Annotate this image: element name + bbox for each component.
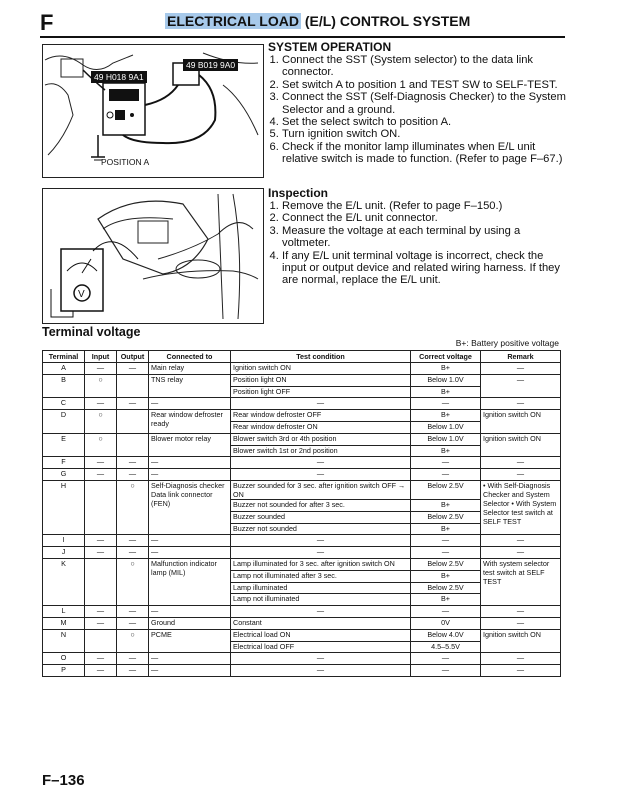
terminal-cell: L [43, 606, 85, 618]
operation-step: 2. Set switch A to position 1 and TEST SW to SELF-TEST. [282, 79, 568, 91]
test-condition-cell: Rear window defroster ON [231, 421, 411, 433]
remark-cell: Ignition switch ON [481, 629, 561, 653]
input-cell: — [85, 363, 117, 375]
input-cell: ○ [85, 410, 117, 434]
test-condition-cell: Blower switch 1st or 2nd position [231, 445, 411, 457]
page-number: F–136 [42, 772, 85, 789]
terminal-cell: P [43, 665, 85, 677]
correct-voltage-cell: B+ [411, 594, 481, 606]
terminal-cell: I [43, 535, 85, 547]
test-condition-cell: Lamp not illuminated after 3 sec. [231, 570, 411, 582]
input-cell: — [85, 653, 117, 665]
test-condition-cell: — [231, 606, 411, 618]
output-cell: — [117, 398, 149, 410]
remark-cell: — [481, 374, 561, 398]
operation-step: 1. Connect the SST (System selector) to the data link connector. [282, 54, 568, 79]
terminal-voltage-table [42, 350, 561, 677]
connected-to-cell: Malfunction indicator lamp (MIL) [149, 558, 231, 605]
inspection-step: 2. Connect the E/L unit connector. [282, 212, 568, 224]
remark-cell: — [481, 457, 561, 469]
test-condition-cell: Buzzer not sounded [231, 523, 411, 535]
output-cell: — [117, 457, 149, 469]
position-a-label: POSITION A [101, 157, 150, 167]
terminal-cell: F [43, 457, 85, 469]
input-cell: ○ [85, 433, 117, 457]
input-cell: — [85, 398, 117, 410]
test-condition-cell: Lamp illuminated [231, 582, 411, 594]
correct-voltage-cell: Below 1.0V [411, 421, 481, 433]
remark-cell: — [481, 665, 561, 677]
system-operation-heading: SYSTEM OPERATION [268, 40, 392, 54]
test-condition-cell: Position light ON [231, 374, 411, 386]
input-cell [85, 629, 117, 653]
correct-voltage-cell: 4.5–5.5V [411, 641, 481, 653]
checker-part-number-tag: 49 H018 9A1 [91, 71, 147, 83]
input-cell: — [85, 606, 117, 618]
connected-to-cell: Main relay [149, 363, 231, 375]
input-cell: — [85, 469, 117, 481]
terminal-cell: M [43, 617, 85, 629]
test-condition-cell: Position light OFF [231, 386, 411, 398]
remark-cell: — [481, 398, 561, 410]
column-header: Connected to [149, 351, 231, 363]
table-row [43, 665, 561, 677]
connected-to-cell: Ground [149, 617, 231, 629]
column-header: Correct voltage [411, 351, 481, 363]
correct-voltage-cell: B+ [411, 499, 481, 511]
input-cell: — [85, 547, 117, 559]
connected-to-cell: — [149, 469, 231, 481]
svg-text:V: V [78, 289, 85, 300]
test-condition-cell: Rear window defroster OFF [231, 410, 411, 422]
operation-step: 6. Check if the monitor lamp illuminates when E/L unit relative switch is made to function. (Refer to page F–67.) [282, 141, 568, 166]
remark-cell: — [481, 547, 561, 559]
table-header-row [43, 351, 561, 363]
terminal-cell: E [43, 433, 85, 457]
test-condition-cell: — [231, 653, 411, 665]
correct-voltage-cell: — [411, 547, 481, 559]
correct-voltage-cell: 0V [411, 617, 481, 629]
correct-voltage-cell: — [411, 469, 481, 481]
terminal-cell: K [43, 558, 85, 605]
connected-to-cell: — [149, 606, 231, 618]
test-condition-cell: Ignition switch ON [231, 363, 411, 375]
connected-to-cell: — [149, 547, 231, 559]
remark-cell: With system selector test switch at SELF TEST [481, 558, 561, 605]
correct-voltage-cell: — [411, 398, 481, 410]
test-condition-cell: — [231, 547, 411, 559]
correct-voltage-cell: B+ [411, 410, 481, 422]
test-condition-cell: — [231, 535, 411, 547]
section-letter: F [40, 10, 54, 35]
output-cell [117, 410, 149, 434]
output-cell: — [117, 469, 149, 481]
page-title-rest: (E/L) CONTROL SYSTEM [300, 13, 471, 29]
connected-to-cell: — [149, 653, 231, 665]
test-condition-cell: Buzzer not sounded for after 3 sec. [231, 499, 411, 511]
correct-voltage-cell: — [411, 665, 481, 677]
remark-cell: — [481, 535, 561, 547]
output-cell: — [117, 547, 149, 559]
voltmeter-drawing [43, 189, 263, 323]
test-condition-cell: Lamp illuminated for 3 sec. after ignition switch ON [231, 558, 411, 570]
output-cell [117, 374, 149, 398]
terminal-cell: C [43, 398, 85, 410]
table-row [43, 410, 561, 422]
correct-voltage-cell: B+ [411, 523, 481, 535]
page-title-highlight: ELECTRICAL LOAD [167, 13, 299, 29]
output-cell: — [117, 606, 149, 618]
battery-voltage-legend: B+: Battery positive voltage [455, 338, 559, 348]
correct-voltage-cell: Below 2.5V [411, 480, 481, 499]
test-condition-cell: Lamp not illuminated [231, 594, 411, 606]
connected-to-cell: Self-Diagnosis checker Data link connector (FEN) [149, 480, 231, 534]
test-condition-cell: Buzzer sounded for 3 sec. after ignition switch OFF → ON [231, 480, 411, 499]
test-condition-cell: Electrical load ON [231, 629, 411, 641]
terminal-voltage-body [43, 363, 561, 677]
remark-cell: — [481, 469, 561, 481]
remark-cell: — [481, 606, 561, 618]
table-row [43, 398, 561, 410]
inspection-heading: Inspection [268, 186, 329, 200]
output-cell: ○ [117, 629, 149, 653]
test-condition-cell: — [231, 665, 411, 677]
page-title [165, 13, 470, 29]
inspection-step: 4. If any E/L unit terminal voltage is incorrect, check the input or output device and related wiring harness. If they are normal, replace the E/L unit. [282, 250, 568, 287]
operation-step: 4. Set the select switch to position A. [282, 116, 568, 128]
connected-to-cell: TNS relay [149, 374, 231, 398]
input-cell [85, 480, 117, 534]
table-row [43, 558, 561, 570]
table-row [43, 547, 561, 559]
column-header: Input [85, 351, 117, 363]
remark-cell: Ignition switch ON [481, 433, 561, 457]
table-row [43, 433, 561, 445]
table-row [43, 457, 561, 469]
correct-voltage-cell: Below 1.0V [411, 433, 481, 445]
table-row [43, 653, 561, 665]
terminal-cell: J [43, 547, 85, 559]
remark-cell: — [481, 363, 561, 375]
column-header: Test condition [231, 351, 411, 363]
terminal-cell: O [43, 653, 85, 665]
output-cell: — [117, 535, 149, 547]
correct-voltage-cell: Below 2.5V [411, 558, 481, 570]
terminal-cell: B [43, 374, 85, 398]
table-row [43, 480, 561, 499]
sst-connection-figure [42, 44, 264, 178]
header-rule [40, 36, 565, 38]
terminal-cell: D [43, 410, 85, 434]
inspection-step: 1. Remove the E/L unit. (Refer to page F–150.) [282, 200, 568, 212]
column-header: Output [117, 351, 149, 363]
output-cell: ○ [117, 480, 149, 534]
correct-voltage-cell: — [411, 457, 481, 469]
column-header: Terminal [43, 351, 85, 363]
correct-voltage-cell: Below 2.5V [411, 511, 481, 523]
correct-voltage-cell: B+ [411, 363, 481, 375]
input-cell: — [85, 617, 117, 629]
remark-cell: — [481, 617, 561, 629]
correct-voltage-cell: B+ [411, 570, 481, 582]
test-condition-cell: Buzzer sounded [231, 511, 411, 523]
terminal-cell: A [43, 363, 85, 375]
correct-voltage-cell: Below 2.5V [411, 582, 481, 594]
table-row [43, 374, 561, 386]
operation-step: 5. Turn ignition switch ON. [282, 128, 568, 140]
connected-to-cell: Rear window defroster ready [149, 410, 231, 434]
table-row [43, 363, 561, 375]
test-condition-cell: — [231, 469, 411, 481]
remark-cell: Ignition switch ON [481, 410, 561, 434]
output-cell: ○ [117, 558, 149, 605]
correct-voltage-cell: — [411, 653, 481, 665]
test-condition-cell: — [231, 398, 411, 410]
table-row [43, 535, 561, 547]
operation-step: 3. Connect the SST (Self-Diagnosis Checker) to the System Selector and a ground. [282, 91, 568, 116]
connected-to-cell: — [149, 535, 231, 547]
table-row [43, 629, 561, 641]
connected-to-cell: — [149, 398, 231, 410]
table-row [43, 606, 561, 618]
column-header: Remark [481, 351, 561, 363]
output-cell [117, 433, 149, 457]
output-cell: — [117, 653, 149, 665]
inspection-section [268, 186, 568, 287]
connected-to-cell: — [149, 665, 231, 677]
input-cell: — [85, 457, 117, 469]
terminal-cell: N [43, 629, 85, 653]
input-cell: — [85, 665, 117, 677]
connected-to-cell: PCME [149, 629, 231, 653]
test-condition-cell: Blower switch 3rd or 4th position [231, 433, 411, 445]
input-cell: ○ [85, 374, 117, 398]
table-row [43, 617, 561, 629]
correct-voltage-cell: Below 4.0V [411, 629, 481, 641]
terminal-cell: G [43, 469, 85, 481]
input-cell [85, 558, 117, 605]
correct-voltage-cell: — [411, 535, 481, 547]
sst-part-number-tag: 49 B019 9A0 [183, 59, 238, 71]
output-cell: — [117, 665, 149, 677]
test-condition-cell: Electrical load OFF [231, 641, 411, 653]
remark-cell: — [481, 653, 561, 665]
inspection-step: 3. Measure the voltage at each terminal by using a voltmeter. [282, 225, 568, 250]
connected-to-cell: — [149, 457, 231, 469]
correct-voltage-cell: Below 1.0V [411, 374, 481, 386]
test-condition-cell: — [231, 457, 411, 469]
correct-voltage-cell: B+ [411, 386, 481, 398]
output-cell: — [117, 617, 149, 629]
system-operation-section [268, 40, 568, 166]
input-cell: — [85, 535, 117, 547]
connected-to-cell: Blower motor relay [149, 433, 231, 457]
terminal-voltage-heading: Terminal voltage [42, 325, 141, 339]
correct-voltage-cell: — [411, 606, 481, 618]
test-condition-cell: Constant [231, 617, 411, 629]
output-cell: — [117, 363, 149, 375]
voltmeter-measurement-figure [42, 188, 264, 324]
table-row [43, 469, 561, 481]
terminal-cell: H [43, 480, 85, 534]
correct-voltage-cell: B+ [411, 445, 481, 457]
remark-cell: • With Self-Diagnosis Checker and System Selector • With System Selector test switch at SELF TEST [481, 480, 561, 534]
